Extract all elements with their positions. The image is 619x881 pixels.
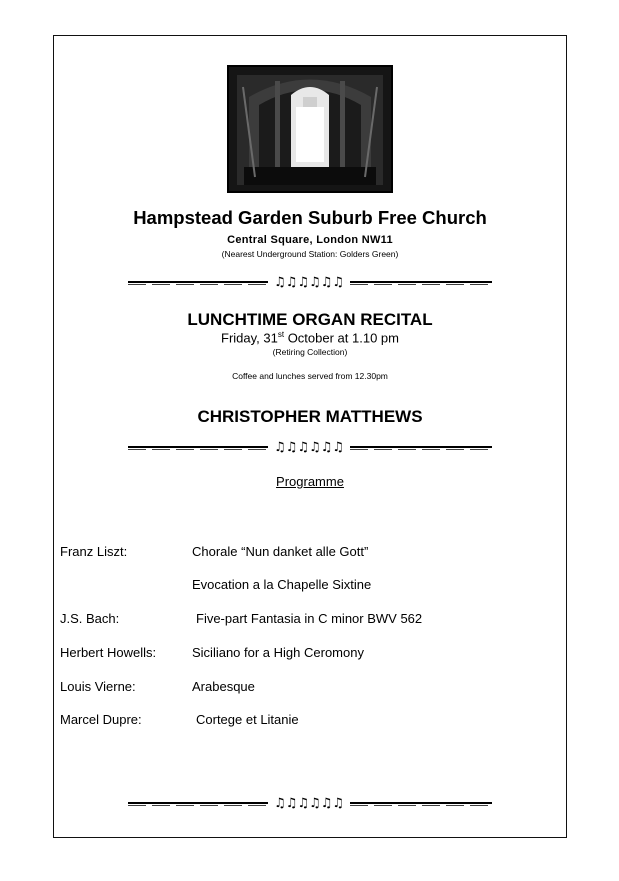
piece: Cortege et Litanie: [196, 712, 299, 727]
music-notes-icon: ♫♫♫♫♫♫: [274, 796, 344, 810]
piece: Chorale “Nun danket alle Gott”: [192, 544, 369, 559]
church-interior-photo: [227, 65, 393, 193]
piece: Evocation a la Chapelle Sixtine: [192, 577, 372, 592]
composer: Franz Liszt:: [60, 544, 128, 559]
refreshments-note: Coffee and lunches served from 12.30pm: [232, 371, 388, 381]
retiring-collection: (Retiring Collection): [272, 347, 348, 357]
composer: Marcel Dupre:: [60, 712, 142, 727]
performer-name: CHRISTOPHER MATTHEWS: [197, 407, 423, 426]
programme-heading: Programme: [276, 474, 344, 489]
church-address: Central Square, London NW11: [227, 234, 393, 246]
music-divider: [128, 796, 492, 810]
church-name: Hampstead Garden Suburb Free Church: [133, 207, 487, 228]
nearest-station: (Nearest Underground Station: Golders Green): [221, 249, 399, 259]
music-notes-icon: ♫♫♫♫♫♫: [274, 275, 344, 289]
music-divider: [128, 440, 492, 454]
event-date: Friday, 31st October at 1.10 pm: [221, 330, 399, 346]
piece: Arabesque: [192, 679, 255, 694]
piece: Five-part Fantasia in C minor BWV 562: [196, 611, 423, 626]
music-divider: [128, 275, 492, 289]
composer: Herbert Howells:: [60, 645, 157, 660]
composer: Louis Vierne:: [60, 679, 136, 694]
event-title: LUNCHTIME ORGAN RECITAL: [187, 310, 433, 329]
piece: Siciliano for a High Ceromony: [192, 645, 364, 660]
music-notes-icon: ♫♫♫♫♫♫: [274, 440, 344, 454]
composer: J.S. Bach:: [60, 611, 120, 626]
